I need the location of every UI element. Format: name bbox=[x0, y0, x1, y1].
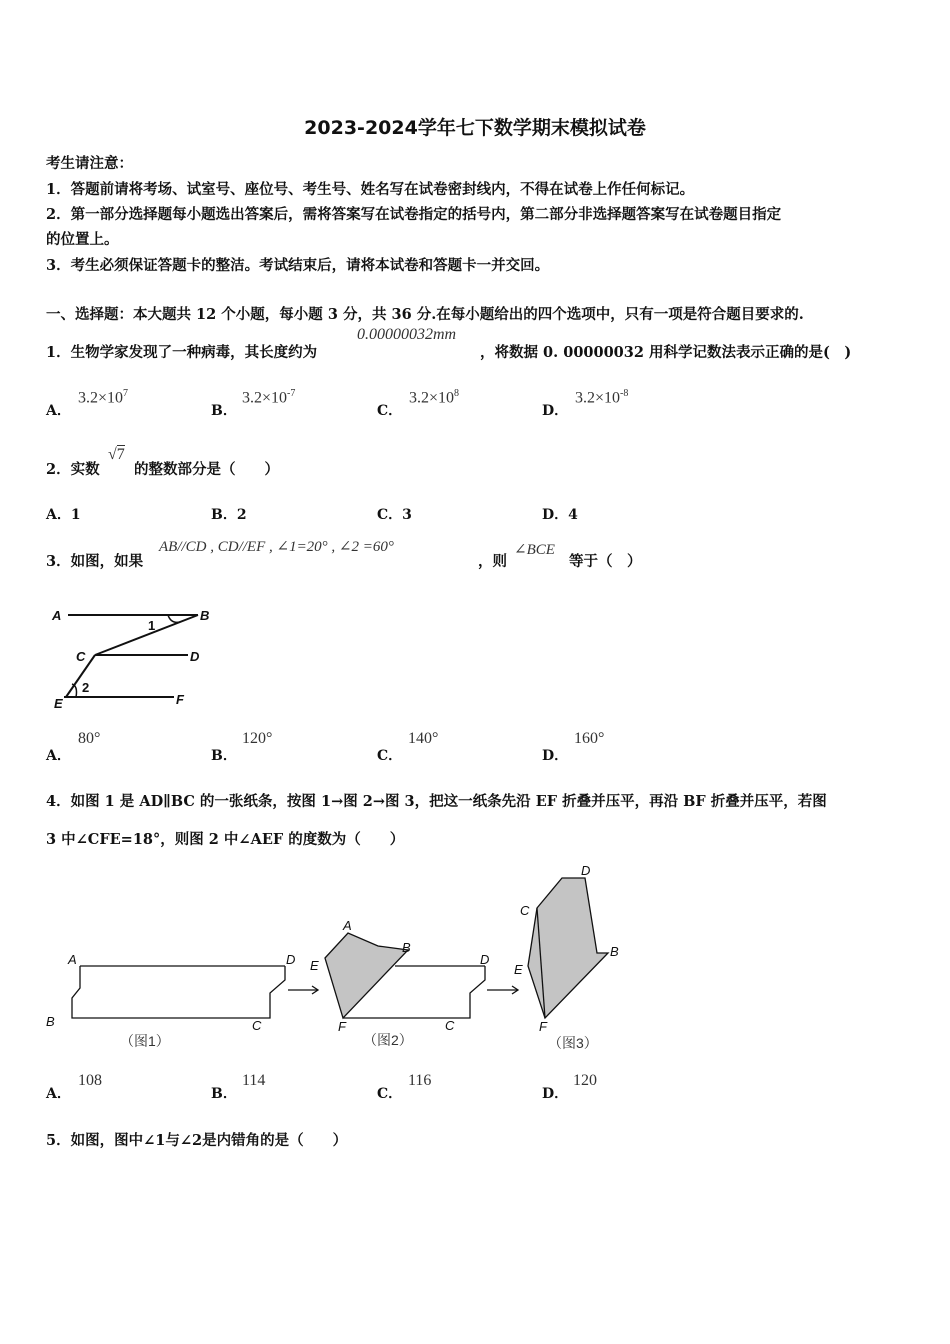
fig1-label-c: C bbox=[252, 1018, 262, 1033]
fig3-label-e: E bbox=[514, 962, 523, 977]
fig3-label-c: C bbox=[520, 903, 530, 918]
figure-1 bbox=[72, 966, 285, 1018]
q4-option-b-value: 114 bbox=[242, 1072, 266, 1089]
q4-line-1: 4．如图 1 是 AD∥BC 的一张纸条，按图 1→图 2→图 3，把这一纸条先沿 EF 折叠并压平，再沿 BF 折叠并压平，若图 bbox=[46, 793, 827, 810]
fig2-label-b: B bbox=[402, 940, 411, 955]
q3-option-d-value: 160° bbox=[574, 730, 605, 747]
q3-text-b: ，则 bbox=[478, 553, 507, 570]
q1-option-b-value: $3.2\times 10^{-7}$ bbox=[242, 388, 296, 407]
angle-label-1: 1 bbox=[148, 618, 156, 633]
q2-option-d: D．4 bbox=[542, 507, 578, 523]
q3-text-a: 3．如图，如果 bbox=[46, 553, 144, 570]
fig3-label-d: D bbox=[581, 863, 591, 878]
line-bc bbox=[95, 615, 198, 655]
notice-item-1: 1．答题前请将考场、试室号、座位号、考生号、姓名写在试卷密封线内，不得在试卷上作任何标记。 bbox=[46, 181, 695, 198]
q2-option-b: B．2 bbox=[211, 507, 247, 523]
q2-sqrt: √7 bbox=[108, 446, 125, 463]
q5-text: 5．如图，图中∠1与∠2是内错角的是（ ） bbox=[46, 1132, 348, 1149]
radical-sign-icon: √ bbox=[108, 446, 117, 463]
q4-option-c-value: 116 bbox=[408, 1072, 432, 1089]
point-label-e: E bbox=[54, 696, 63, 711]
q1-option-b-label: B． bbox=[211, 403, 237, 419]
q1-option-c-label: C． bbox=[377, 403, 403, 419]
q2-text-b: 的整数部分是（ ） bbox=[134, 461, 279, 478]
fig2-label-f: F bbox=[338, 1019, 346, 1034]
fig3-label-b: B bbox=[610, 944, 619, 959]
q4-option-d-value: 120 bbox=[573, 1072, 597, 1089]
page-title: 2023-2024学年七下数学期末模拟试卷 bbox=[304, 117, 646, 139]
q2-option-c: C．3 bbox=[377, 507, 412, 523]
q4-option-d-label: D． bbox=[542, 1086, 569, 1102]
angle-label-2: 2 bbox=[82, 680, 90, 695]
q4-option-a-label: A． bbox=[46, 1086, 71, 1102]
caption-figure-1: （图1） bbox=[120, 1033, 170, 1049]
q3-text-c: 等于（ ） bbox=[569, 553, 642, 570]
q1-option-c-value: $3.2\times 10^8$ bbox=[409, 388, 460, 407]
caption-figure-3: （图3） bbox=[548, 1035, 598, 1051]
fig2-label-e: E bbox=[310, 958, 319, 973]
q4-line-2: 3 中∠CFE=18°，则图 2 中∠AEF 的度数为（ ） bbox=[46, 831, 405, 848]
notice-item-3: 3．考生必须保证答题卡的整洁。考试结束后，请将本试卷和答题卡一并交回。 bbox=[46, 257, 550, 274]
fig3-label-f: F bbox=[539, 1019, 547, 1034]
notice-item-2: 2．第一部分选择题每小题选出答案后，需将答案写在试卷指定的括号内，第二部分非选择题答案写在试卷题目指定 bbox=[46, 206, 782, 223]
q3-figure bbox=[50, 598, 225, 714]
section-heading: 一、选择题：本大题共 12 个小题，每小题 3 分，共 36 分.在每小题给出的四个选项中，只有一项是符合题目要求的. bbox=[46, 306, 804, 323]
q3-option-d-label: D． bbox=[542, 748, 569, 764]
q3-option-c-label: C． bbox=[377, 748, 403, 764]
q3-option-b-value: 120° bbox=[242, 730, 273, 747]
fig1-label-d: D bbox=[286, 952, 296, 967]
point-label-c: C bbox=[76, 649, 86, 664]
q3-formula: AB//CD , CD//EF , ∠1=20° , ∠2 =60° bbox=[159, 539, 394, 555]
q4-option-a-value: 108 bbox=[78, 1072, 102, 1089]
point-label-a: A bbox=[52, 608, 62, 623]
notice-heading: 考生请注意： bbox=[46, 155, 133, 172]
q3-option-a-label: A． bbox=[46, 748, 71, 764]
point-label-d: D bbox=[190, 649, 200, 664]
fig1-label-a: A bbox=[68, 952, 77, 967]
fig1-label-b: B bbox=[46, 1014, 55, 1029]
q4-option-c-label: C． bbox=[377, 1086, 403, 1102]
q1-option-a-value: $3.2\times 10^7$ bbox=[78, 388, 129, 407]
q2-text-a: 2．实数 bbox=[46, 461, 100, 478]
angle-1-arc bbox=[168, 615, 180, 622]
figure-3 bbox=[528, 878, 608, 1018]
q1-text-b: ，将数据 0. 00000032 用科学记数法表示正确的是( ) bbox=[480, 344, 852, 361]
q3-option-a-value: 80° bbox=[78, 730, 101, 747]
q1-formula: 0.00000032mm bbox=[357, 326, 457, 343]
fig2-label-c: C bbox=[445, 1018, 455, 1033]
notice-item-2-cont: 的位置上。 bbox=[46, 231, 119, 248]
fig2-label-d: D bbox=[480, 952, 490, 967]
point-label-b: B bbox=[200, 608, 210, 623]
q2-option-a: A．1 bbox=[46, 507, 81, 523]
q4-option-b-label: B． bbox=[211, 1086, 237, 1102]
q4-figures bbox=[40, 858, 640, 1058]
q3-option-c-value: 140° bbox=[408, 730, 439, 747]
q1-option-a-label: A． bbox=[46, 403, 71, 419]
point-label-f: F bbox=[176, 692, 184, 707]
caption-figure-2: （图2） bbox=[363, 1032, 413, 1048]
fig2-label-a: A bbox=[343, 918, 352, 933]
q3-option-b-label: B． bbox=[211, 748, 237, 764]
q1-text-a: 1．生物学家发现了一种病毒，其长度约为 bbox=[46, 344, 318, 361]
q1-option-d-label: D． bbox=[542, 403, 569, 419]
q1-option-d-value: $3.2\times 10^{-8}$ bbox=[575, 388, 629, 407]
q3-formula-2: ∠BCE bbox=[514, 542, 555, 558]
